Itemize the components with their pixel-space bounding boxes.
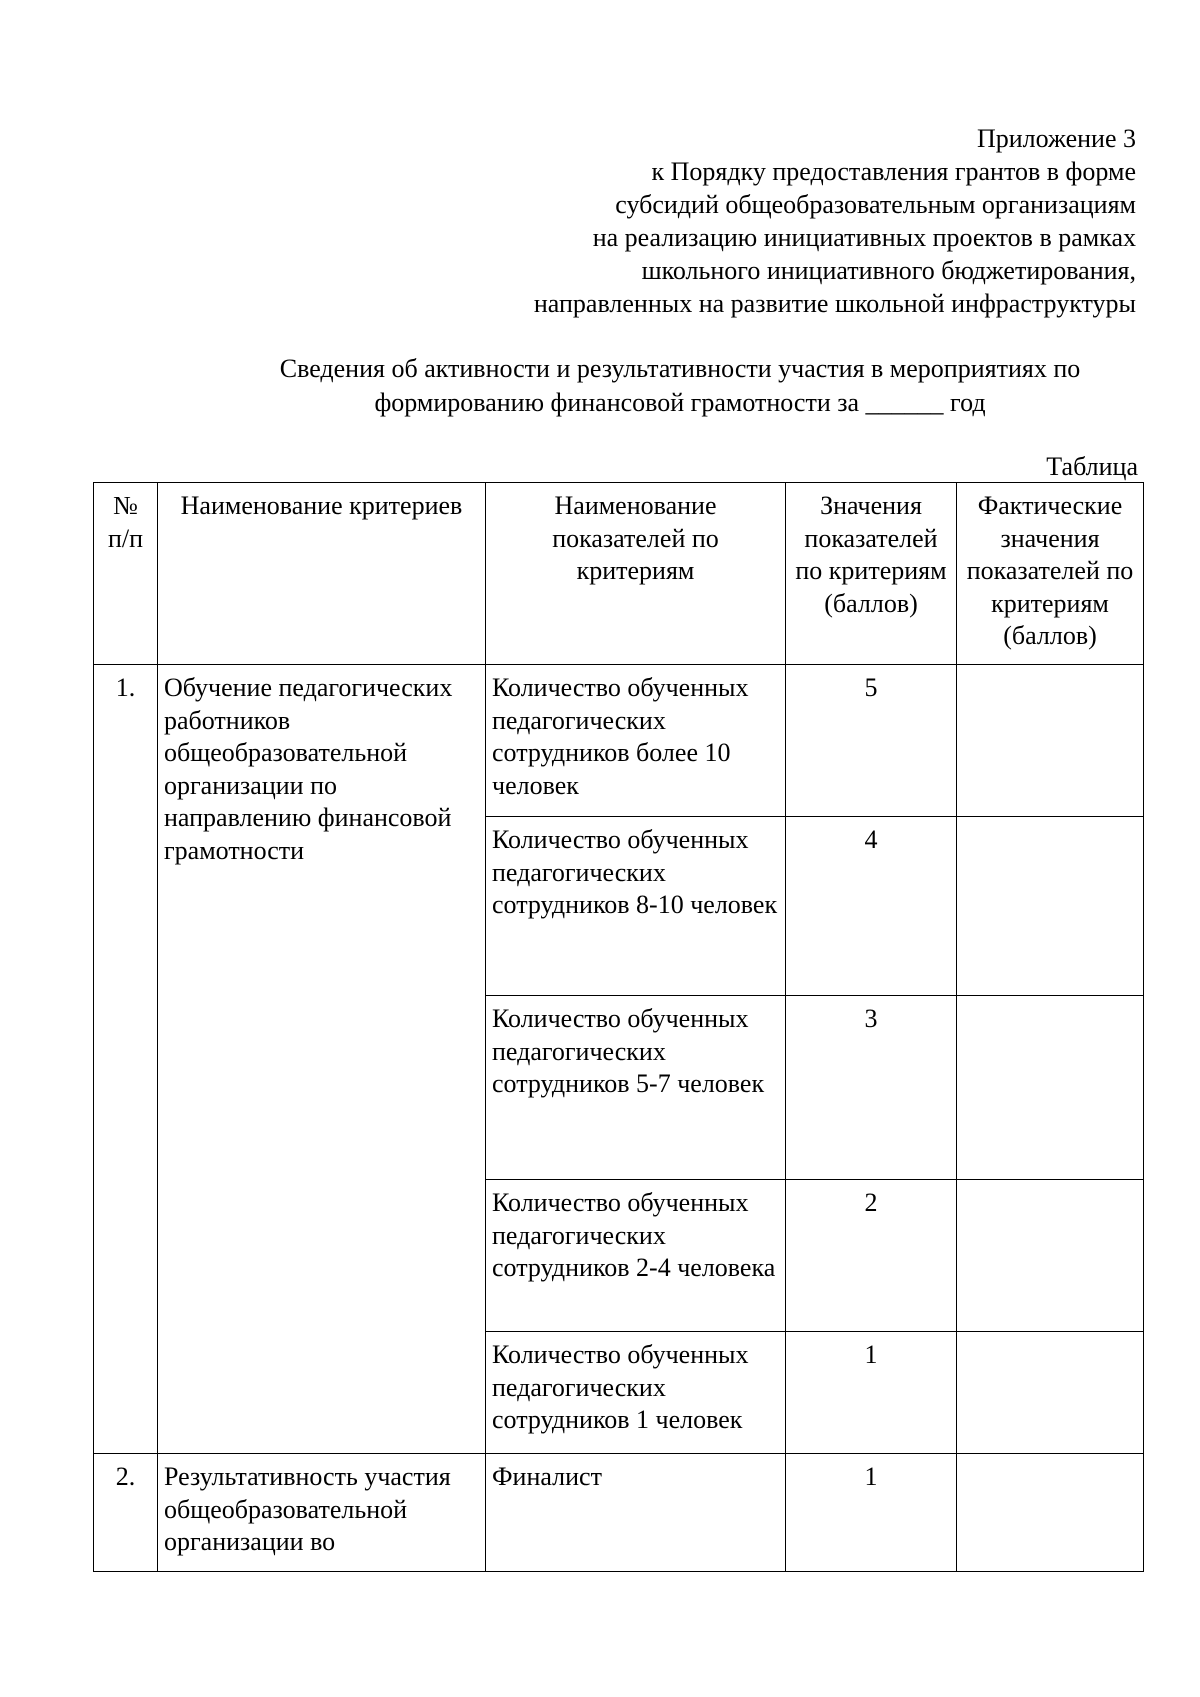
points-value: 1: [786, 1454, 957, 1572]
points-value: 5: [786, 665, 957, 817]
header-criterion: Наименование критериев: [158, 483, 486, 665]
table-label: Таблица: [1046, 452, 1138, 481]
document-title: [180, 352, 1180, 420]
points-value: 2: [786, 1180, 957, 1332]
actual-value: [957, 1332, 1144, 1454]
actual-value: [957, 665, 1144, 817]
appendix-line: школьного инициативного бюджетирования,: [641, 256, 1136, 285]
title-line-1: Сведения об активности и результативности участия в мероприятиях по: [279, 354, 1081, 383]
appendix-line: на реализацию инициативных проектов в рамках: [592, 223, 1136, 252]
criterion-name: Результативность участия общеобразовательной организации во: [158, 1454, 486, 1572]
section-number: 1.: [94, 665, 158, 1454]
header-num: № п/п: [94, 483, 158, 665]
actual-value: [957, 1454, 1144, 1572]
title-line-2: формированию финансовой грамотности за ______ год: [374, 388, 986, 417]
points-value: 4: [786, 817, 957, 996]
table-row: [94, 665, 1144, 817]
indicator-name: Финалист: [486, 1454, 786, 1572]
header-points: Значения показателей по критериям (баллов): [786, 483, 957, 665]
actual-value: [957, 817, 1144, 996]
actual-value: [957, 996, 1144, 1180]
indicator-name: Количество обученных педагогических сотрудников 5-7 человек: [486, 996, 786, 1180]
points-value: 3: [786, 996, 957, 1180]
indicator-name: Количество обученных педагогических сотрудников 2-4 человека: [486, 1180, 786, 1332]
header-indicator: Наименование показателей по критериям: [486, 483, 786, 665]
actual-value: [957, 1180, 1144, 1332]
appendix-line: Приложение 3: [976, 124, 1136, 153]
indicator-name: Количество обученных педагогических сотрудников 8-10 человек: [486, 817, 786, 996]
criteria-table: [93, 482, 1144, 1572]
appendix-line: направленных на развитие школьной инфраструктуры: [533, 289, 1136, 318]
section-number: 2.: [94, 1454, 158, 1572]
table-row: [94, 1454, 1144, 1572]
indicator-name: Количество обученных педагогических сотрудников 1 человек: [486, 1332, 786, 1454]
indicator-name: Количество обученных педагогических сотрудников более 10 человек: [486, 665, 786, 817]
criterion-name: Обучение педагогических работников общеобразовательной организации по направлению финансовой грамотности: [158, 665, 486, 1454]
appendix-line: к Порядку предоставления грантов в форме: [651, 157, 1136, 186]
appendix-line: субсидий общеобразовательным организациям: [615, 190, 1136, 219]
header-actual: Фактические значения показателей по критериям (баллов): [957, 483, 1144, 665]
header-row: [94, 483, 1144, 665]
appendix-header: [236, 122, 1136, 320]
points-value: 1: [786, 1332, 957, 1454]
